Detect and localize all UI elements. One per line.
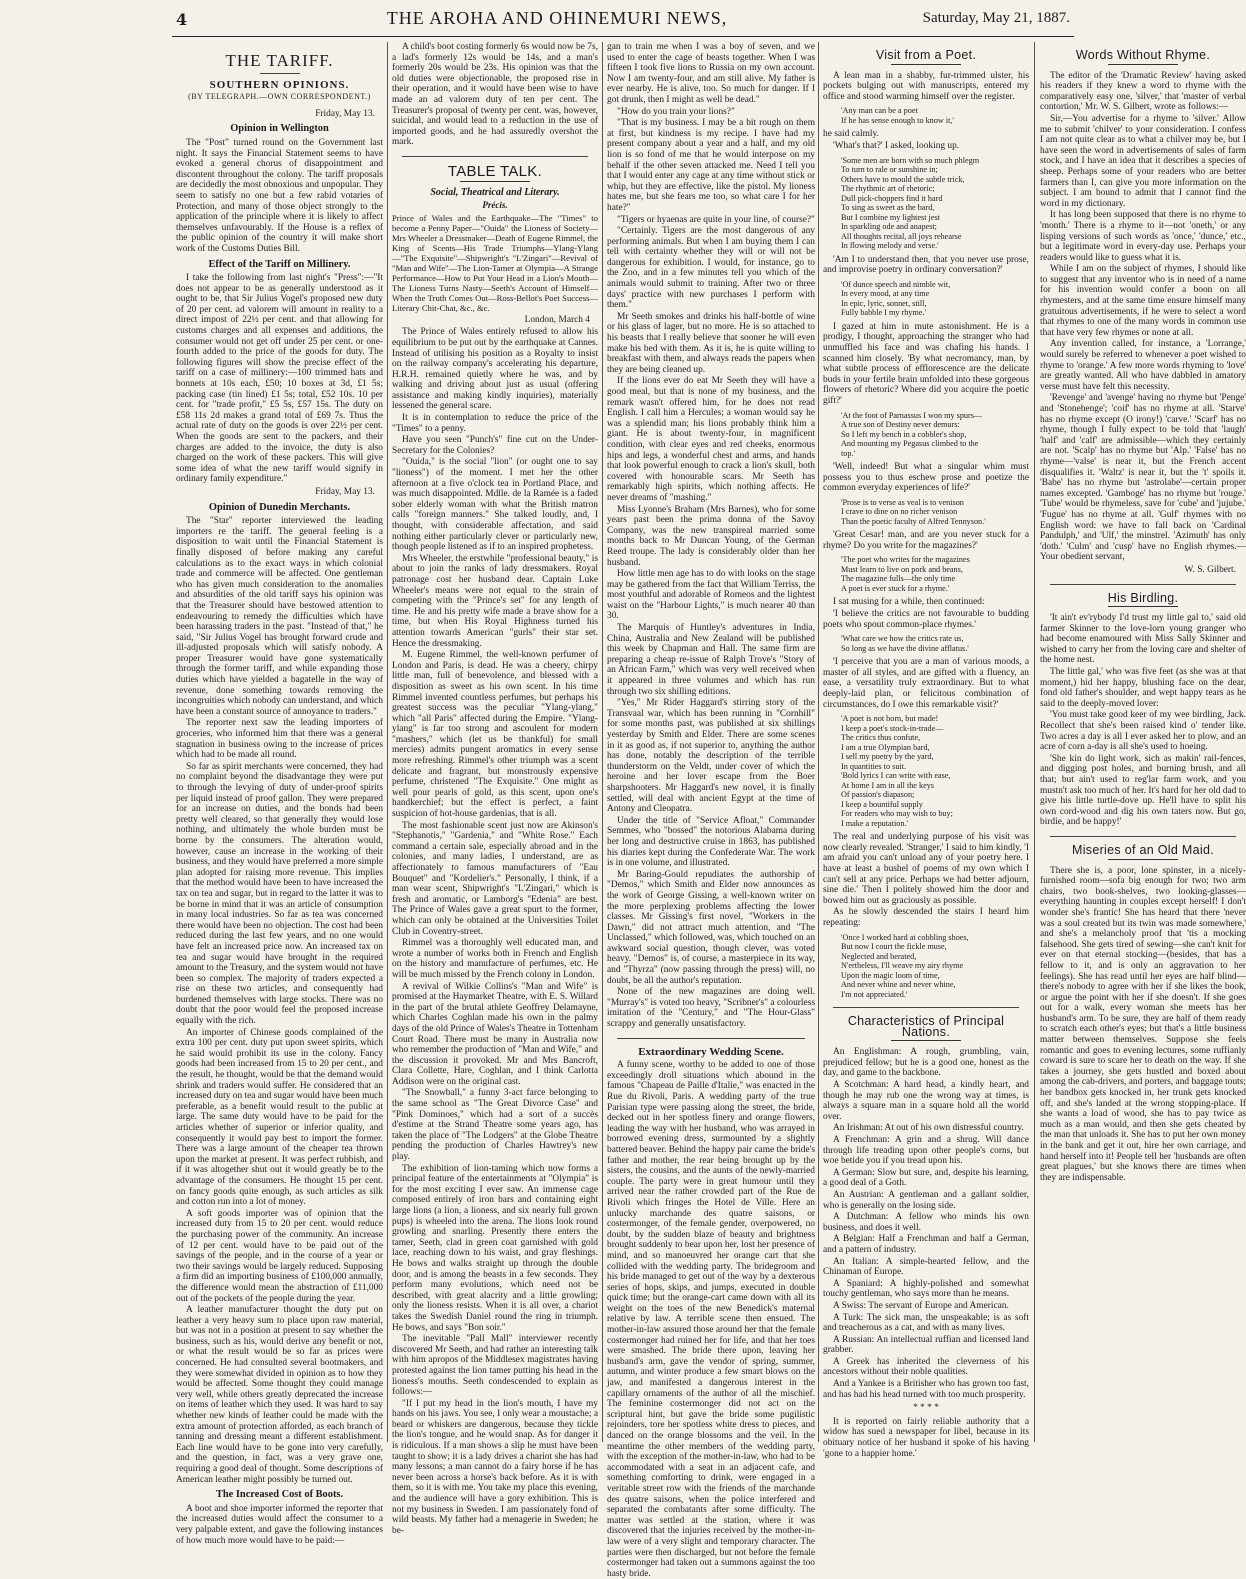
verse-line: 'What care we how the critics rate us, bbox=[841, 634, 964, 644]
column-tariff bbox=[176, 42, 383, 1546]
paragraph: 'Am I to understand then, that you never use prose, and improvise poetry in ordinary conversation?' bbox=[823, 254, 1029, 276]
verse-line: I crave to dine on no richer venison bbox=[841, 507, 958, 517]
verse bbox=[841, 634, 1029, 653]
verse-line: Upon the magic loom of time, bbox=[841, 970, 940, 980]
verse-line: Neglected and berated, bbox=[841, 951, 917, 961]
paragraph: A Belgian: Half a Frenchman and half a German, and a pattern of industry. bbox=[823, 1234, 1029, 1255]
verse-line: In quantities to suit. bbox=[841, 761, 907, 771]
issue-date: Saturday, May 21, 1887. bbox=[922, 10, 1070, 26]
paragraph: A Frenchman: A grin and a shrug. Will dance through life treading upon other people's corns, but woe betide you if you tread upon his. bbox=[823, 1135, 1029, 1167]
verse bbox=[841, 156, 1029, 251]
article-title-text: TABLE TALK. bbox=[447, 162, 543, 180]
title-underline bbox=[460, 181, 530, 182]
verse-line: To sing as sweet as the bard, bbox=[841, 203, 935, 213]
paragraph: An Irishman: At out of his own distressful country. bbox=[833, 1123, 1024, 1134]
verse bbox=[841, 411, 1029, 459]
verse-line: I keep a bountiful supply bbox=[841, 799, 923, 809]
verse-line: I am a true Olympian bard, bbox=[841, 742, 930, 752]
verse-line: In flowing melody and verse.' bbox=[841, 241, 939, 251]
column-visit-from-poet bbox=[823, 42, 1029, 1459]
paragraph: The reporter next saw the leading importers of groceries, who informed him that there was a general stagnation in business owing to the increase of prices which had to be made all round. bbox=[176, 718, 383, 761]
precis-summary: Prince of Wales and the Earthquake—The "Times" to become a Penny Paper—"Ouida" the Lioness of Society—Mrs Wheeler a Dressmaker—Death of Eugene Rimmel, the King of Scents—His Trade Triumphs—Ylang-Ylang—"The Exquisite"—Shipwright's "L'Zingari"—Revival of "Man and Wife"—The Lion-Tamer at Olympia—A Strange Performance—How to Put Your Head in a Lion's Mouth—The Lioness Turns Nasty—Seeth's Account of Himself—When the Truth Comes Out—Ross-Bellot's Poet Success—Literary Chit-Chat, &c., &c. bbox=[392, 212, 598, 313]
paragraph: The little gal,' who was five feet (as she was at that moment,) hid her happy, blushing face on the dear, fond old father's shoulder, and wept happy tears as he said to the deeply-moved lover: bbox=[1040, 667, 1246, 709]
paragraph: I take the following from last night's "Press":—"It does not appear to be as generally understood as it ought to be, that Sir Julius Vogel's proposed new duty of 20 per cent. ad valorem will amount in reality to a direct impost of 22½ per cent. and that allowing for customs charges and all expenses and additions, the consumer would not get off under 25 per cent. or one-fourth added to the price of the goods for duty. The following figures will show the precise effect of the tariff on a case of millinery:—100 trimmed hats and bonnets at 10s each, £50; 10 boxes at 3d, £1 5s; packing case (tin lined) £1 5s; total, £52 10s. 10 per cent. for "trade profit," £5 5s, £57 15s. The duty on £58 11s 2d makes a grand total of £69 7s. Thus the actual rate of duty on the goods is over 22½ per cent. When the goods are sent to the packers, and their charges are added to the invoice, the duty is also charged on the work of these packers. This will give some idea of what the new tariff would signify in ordinary family expenditure." bbox=[176, 273, 383, 485]
paragraph: An importer of Chinese goods complained of the extra 100 per cent. duty put upon sweet spirits, which he said would prohibit its use in the colony. Fancy goods had been increased from 15 to 20 per cent., and the result, he thought, would be that the demand would shrink and traders would suffer. He considered that an increased duty on tea and sugar would have been much preferable, as a benefit would result to the public at large. The same duty would have to be paid for the articles whether of superior or inferior quality, and consequently it would pay best to import the former. There was a large amount of the cheaper tea thrown upon the market at present. It was perfect rubbish, and if it was altogether shut out it would greatly be to the advantage of the consumers. He thought 15 per cent. on fancy goods quite enough, as such articles as silk and cotton run into a lot of money. bbox=[176, 1027, 383, 1208]
page-number: 4 bbox=[176, 10, 188, 29]
title-underline bbox=[891, 1040, 961, 1041]
verse-line: 'Prose is to verse as veal is to venison bbox=[841, 497, 964, 507]
paragraph: Have you seen "Punch's" fine cut on the Under-Secretary for the Colonies? bbox=[392, 435, 598, 456]
masthead-rule bbox=[172, 36, 1074, 37]
paragraph: The Prince of Wales entirely refused to allow his equilibrium to be put out by the earthquake at Cannes. Instead of utilising his position as a Royalty to insist on the railway company's accelerating his departure, H.R.H. remained quietly where he was, and by walking and driving about just as usual (offering assistance and making kindly inquiries), materially lessened the general scare. bbox=[392, 327, 598, 412]
verse-line: 'Bold lyrics I can write with ease, bbox=[841, 771, 951, 781]
paragraph: An Englishman: A rough, grumbling, vain, prejudiced fellow; but he is a good one, honest as the day, and game to the backbone. bbox=[823, 1047, 1029, 1079]
verse-line: 'Some men are born with so much phlegm bbox=[841, 155, 980, 165]
paragraph: "How do you train your lions?" bbox=[617, 106, 735, 117]
section-heading: Effect of the Tariff on Millinery. bbox=[208, 258, 351, 270]
paragraph: he said calmly. bbox=[823, 129, 879, 140]
article-title-text: Visit from a Poet. bbox=[875, 48, 977, 62]
paragraph: A Spaniard: A highly-polished and somewhat touchy gentleman, who says more than he means. bbox=[823, 1278, 1029, 1300]
paragraph: The "Post" turned round on the Government last night. It says the Financial Statement seems to have evoked a general chorus of disappointment and discontent throughout the colony. The tariff proposals are decidedly the most obnoxious and unpopular. They seem to satisfy no one but a few rabid votaries of Protection, and many of those object strongly to the application of the principle where it is likely to affect themselves unfavourably. If the House is a reflex of the public opinion of the country it will make short work of the Customs Duties Bill. bbox=[176, 137, 383, 254]
dateline: London, March 4 bbox=[524, 314, 590, 325]
verse-line: 'Of dunce speech and nimble wit, bbox=[841, 279, 951, 289]
paragraph: A Turk: The sick man, the unspeakable; is as soft and treacherous as a cat, and with as many lives. bbox=[823, 1312, 1029, 1334]
verse-line: The rhythmic art of rhetoric; bbox=[841, 184, 935, 194]
verse-line: Others have to mould the subtle trick, bbox=[841, 174, 965, 184]
verse-line: All thoughts recital, all joys rehearse bbox=[841, 231, 962, 241]
masthead bbox=[0, 0, 1114, 40]
paragraph: An Austrian: A gentleman and a gallant soldier, who is generally on the losing side. bbox=[823, 1189, 1029, 1211]
paragraph: A Greek has inherited the cleverness of his ancestors without their noble qualities. bbox=[823, 1356, 1029, 1378]
page-columns bbox=[0, 42, 1246, 1579]
paragraph: The "Star" reporter interviewed the leading importers re the tariff. The general feeling is a disposition to wait until the Financial Statement is finally disposed of before making any careful calculations as to the exact ways in which colonial trade and commerce will be affected. One gentleman who has given much consideration to the anomalies and absurdities of the old tariff says his opinion was that the Treasurer should have bestowed attention to endeavouring to remedy the difficulties which have been harassing traders in the past. "Instead of that," he said, "Sir Julius Vogel has brought forward crude and ill-adjusted proposals which will satisfy nobody. A proper Treasurer would have gone systematically through the former tariff, and while expanding those duties which have yielded a bagatelle in the way of revenue, done something towards removing the incongruities which nobody can understand, and which have been a constant source of annoyance to traders." bbox=[176, 516, 383, 717]
paragraph: The exhibition of lion-taming which now forms a principal feature of the entertainments at "Olympia" is for the most exciting I ever saw. An immense cage composed entirely of iron bars and containing eight large lions (a lion, a lioness, and six nearly full grown pups) is wheeled into the arena. The lions look round growling and snarling. Presently there enters the tamer, Seeth, clad in green coat garnished with gold lace, reaching down to his waist, and gray fleshings. He bows and walks straight up through the double door, and is among the beasts in a few seconds. They perform many evolutions, which need not be described, with great alacrity and a little growling; only the lioness resists. When it is all over, a chariot takes the Swedish Daniel round the ring in triumph. He bows, and says "Bon soir." bbox=[392, 1163, 598, 1333]
paragraph: Mrs Wheeler, the erstwhile "professional beauty," is about to join the ranks of lady dressmakers. Royal patronage cost her husband dear. Captain Luke Wheeler's means were not equal to the strain of competing with the "Prince's set" for any length of time. He and his pretty wife made a brave show for a time, but when His Royal Highness turned his attention towards American "gurls" their star set. Hence the dressmaking. bbox=[392, 553, 598, 649]
verse-line: At home I am in all the keys bbox=[841, 780, 934, 790]
paragraph: 'It ain't ev'rybody I'd trust my little gal to,' said old farmer Skinner to the love-lorn young granger who had become enamoured with Miss Sally Skinner and wished to carry her from the loving care and shelter of the home nest. bbox=[1040, 613, 1246, 666]
section-heading: Extraordinary Wedding Scene. bbox=[638, 1045, 784, 1058]
verse bbox=[841, 280, 1029, 318]
article-title-text: Words Without Rhyme. bbox=[1075, 48, 1211, 62]
paragraph: 'What's that?' I asked, looking up. bbox=[833, 140, 960, 151]
paragraph: There she is, a poor, lone spinster, in a nicely-furnished room—sofa big enough for two; two arm chairs, two book-shelves, two looking-glasses—everything haunting in couples except herself! I don't wonder she's frantic! She has heard that there 'never was a soul created but its twin was made somewhere,' and she's a melancholy proof that 'tis a mocking falsehood. She gets tired of sewing—she can't knit for ever on that eternal stocking—(besides, that has a fellow to it, and is only an aggravation to her feelings). She has read until her eyes are half blind—there's nobody to agree with her if she likes the book, or argue the point with her if she doesn't. If she goes out for a walk, every woman she meets has her husband's arm. To be sure, they are half of them ready to scratch each other's eyes; but that's a little business matter between themselves. Suppose she feels romantic and goes to evening lectures, some ruffianly coward is sure to scare her to death on the way. If she takes a journey, she gets hustled and boxed about among the cab-drivers, and porters, and baggage touts; her bandbox gets knocked in, her trunk gets knocked off, and she's landed at the wrong stopping-place. If she wants a load of wood, she has to pay twice as much as a man would, and then she gets cheated by the man that unloads it. She has to put her own money in the bank and get it out, hire her own carriage, and hand herself into it! People tell her 'husbands are often great plagues,' but she knows there are times when they are indispensable. bbox=[1040, 865, 1246, 1183]
verse bbox=[841, 498, 1029, 527]
paragraph: A boot and shoe importer informed the reporter that the increased duties would affect the consumer to a very palpable extent, and gave the following instances of how much more would have to be paid:— bbox=[176, 1503, 383, 1546]
dateline: Friday, May 13. bbox=[315, 486, 375, 497]
paragraph: 'Great Cesar! man, and are you never stuck for a rhyme? Do you write for the magazines?' bbox=[823, 530, 1029, 551]
paragraph: "The Snowball," a funny 3-act farce belonging to the same school as "The Great Divorce Case" and "Pink Dominoes," which had a sort of a succès d'estime at the Strand Theatre some years ago, has taken the place of "The Lodgers" at the Globe Theatre pending the production of Charles Hawtrey's new play. bbox=[392, 1088, 598, 1163]
article-title bbox=[392, 162, 598, 182]
paragraph: A soft goods importer was of opinion that the increased duty from 15 to 20 per cent. would reduce the purchasing power of the community. An increase of 12 per cent. would have to be paid out of the savings of the people, and in the course of a year or two their savings would be largely reduced. Supposing a firm did an importing business of £100,000 annually, the difference would mean the abstraction of £11,000 out of the pockets of the people during the year. bbox=[176, 1208, 383, 1304]
paragraph: Mr Seeth smokes and drinks his half-bottle of wine or his glass of lager, but no more. He is so attached to his beasts that I really believe that sooner he will even make his bed with them. As it is, he is quite willing to breakfast with them, and always reads the papers when they are being cleaned up. bbox=[607, 311, 815, 375]
paragraph: A child's boot costing formerly 6s would now be 7s, a lad's formerly 12s would be 14s, and a man's formerly 20s would be 23s. His opinion was that the old duties were objectionable, the proposed rise in their operation, and it would have been wise to have made an ad valorem duty of ten per cent. The Treasurer's proposal of twenty per cent. was, however, suicidal, and would lead to a reduction in the use of imported goods, and he had assuredly overshot the mark. bbox=[392, 42, 598, 148]
paragraph: A leather manufacturer thought the duty put on leather a very heavy sum to place upon raw material, but was not in a position at present to say whether the business, such as his, would derive any benefit or not, or what the result would be so far as prices were concerned. He had consulted several bootmakers, and they were somewhat divided in opinion as to how they would be affected. Some thought they could manage very well, while others greatly deprecated the increase on items of leather which they used. It was hard to say whether new kinds of leather could be made with the extra amount of protection afforded, as each branch of tanning and dressing meant a different establishment. Each line would have to be gone into very carefully, and the question, in fact, was a very grave one, requiring a good deal of thought. Some descriptions of American leather might possibly be turned out. bbox=[176, 1305, 383, 1485]
dateline: Friday, May 13. bbox=[315, 108, 375, 119]
paragraph: None of the new magazines are doing well. "Murray's" is voted too heavy, "Scribner's" a colourless imitation of the "Century," and "The Hour-Glass" scrappy and generally unsatisfactory. bbox=[607, 987, 815, 1030]
article-title bbox=[823, 1016, 1029, 1041]
verse-line: Than the poetic faculty of Alfred Tennyson.' bbox=[841, 516, 986, 526]
verse bbox=[841, 106, 1029, 125]
verse-line: And mounting my Pegasus climbed to the bbox=[841, 439, 979, 448]
paragraph: "Tigers or hyaenas are quite in your line, of course?" bbox=[617, 214, 815, 225]
paragraph: If the lions ever do eat Mr Seeth they will have a good meal, but that is none of my business, and the remark wasn't offered him, for he does not read English. I call him a Hercules; a woman would say he was a splendid man; his lions probably think him a giant. He is about twenty-four, in magnificent condition, with clear eyes and red cheeks, enormous hips and legs, a wonderful chest and arms, and hands that look powerful enough to crack a lion's skull, both covered with honourable scars. Mr Seeth has remarkably high spirits, which nothing affects. He never dreams of "mashing." bbox=[607, 376, 815, 503]
ornament-rule bbox=[260, 73, 300, 74]
divider-rule bbox=[833, 1007, 1018, 1008]
verse bbox=[841, 933, 1029, 1000]
article-subtitle: Social, Theatrical and Literary. bbox=[430, 186, 560, 198]
paragraph: A German: Slow but sure, and, despite his learning, a good deal of a Goth. bbox=[823, 1167, 1029, 1189]
article-title-text: Characteristics of Principal Nations. bbox=[847, 1014, 1005, 1039]
verse-line: I make a reputation.' bbox=[841, 818, 908, 828]
divider-rule bbox=[1050, 584, 1235, 585]
paragraph: It is reported on fairly reliable authority that a widow has sued a newspaper for libel, because in its obituary notice of her husband it spoke of his having 'gone to a happier home.' bbox=[823, 1416, 1029, 1459]
verse-line: Of passion's diapason; bbox=[841, 790, 915, 800]
verse-line: So long as we have the divine afflatus.' bbox=[841, 643, 969, 653]
verse-line: I sell my poetry by the yard, bbox=[841, 752, 934, 762]
article-title bbox=[1040, 590, 1246, 608]
paragraph: "If I put my head in the lion's mouth, I have my hands on his jaws. You see, I only wear a moustache; a beard or whiskers are dangerous, because they tickle the lion's tongue, and he would snap. As for danger it is ridiculous. If a man shows a slip he must have been taught to show; it is a lady drives a chariot she has had many lessons; a man cannot do a fairy horse if he has never been across a horse's back before. As it is with them, so it is with me. You take my place this evening, and the audience will have a gory exhibition. This is not my business in Sweden. I am passionately fond of wild beasts. My father had a menagerie in Sweden; he be- bbox=[392, 1398, 598, 1536]
paragraph: Under the title of "Service Afloat," Commander Semmes, who "bossed" the notorious Alabama during her long and destructive cruise in 1863, has published his diaries kept during the Confederate War. The work is in one volume, and illustrated. bbox=[607, 815, 815, 869]
paragraph: 'Revenge' and 'avenge' having no rhyme but 'Penge' and 'Stonehenge'; 'coif' has no rhyme at all. 'Starve' has no rhyme except (O irony!) 'carve.' 'Scarf' has no rhyme, though I fully expect to be told that 'laugh' 'half' and 'calf' are admissible—which they certainly are not. 'Scalp' has no rhyme but 'Alp.' 'False' has no rhyme—'valse' is near it, but the French accent disqualifies it. 'Waltz' is near it, but the 't' spoils it. 'Babe' has no rhyme but 'astrolabe'—certain proper names excepted. 'Gamboge' has no rhyme but 'rouge.' 'Tube' would be rhymeless, save for 'cube' and 'jujube.' 'Fugue' has no rhyme at all. 'Gulf' rhymes with no English word: we have to fall back on 'Cardinal Pandulph,' and 'Ulf,' the minstrel. 'Azimuth' has only 'doth.' 'Culm' and 'cusp' have no English rhymes.—Your obedient servant, bbox=[1040, 393, 1246, 563]
section-heading: Opinion of Dunedin Merchants. bbox=[208, 501, 351, 513]
verse-line: In epic, lyric, sonnet, still, bbox=[841, 298, 927, 308]
paragraph: The real and underlying purpose of his visit was now clearly revealed. 'Stranger,' I said to him kindly, 'I am afraid you can't unload any of your poetry here. I have at least a bushel of poems of my own which I can't sell at any price. Perhaps we had better adjourn, sine die.' Then I politely showed him the door and bowed him out as graciously as possible. bbox=[823, 832, 1029, 906]
verse-line: Dull pick-choppers find it hard bbox=[841, 193, 943, 203]
verse-line: But now I court the fickle muse, bbox=[841, 942, 947, 952]
verse-line: 'Any man can be a poet bbox=[841, 106, 918, 116]
paragraph: A funny scene, worthy to be added to one of those exceedingly droll situations which abound in the famous "Chapeau de Paille d'Italie," was enacted in the Rue du Rivoli, Paris. A wedding party of the true Parisian type were passing along the street, the bride, decked out in her spotless finery and orange flowers, leading the way with her husband, who was arrayed in borrowed evening dress, surmounted by a slightly battered beaver. Behind the happy pair came the bride's father and mother, the rear being brought up by the sisters, the cousins, and the aunts of the newly-married couple. The party were in great humour until they arrived near the rather crowded part of the Rue de Rivoli which fringes the Hotel de Ville. Here an unlucky marchande des quatre saisons, or costermonger, of the female gender, overpowered, no doubt, by the sudden blaze of beauty and brightness brought suddenly to bear upon her, lost her presence of mind, and so manoeuvred her orange cart that she collided with the wedding party. The bridegroom and his bride managed to get out of the way by a dexterous series of hops, skips, and jumps, executed in double quick time; but the orange-cart came down with all its weight on the toes of the new Benedick's maternal relative by law. A terrible scene then ensued. The mother-in-law assured those around her that the female costermonger had ruined her for life, and that her toes were smashed. The bride there upon, leaving her husband's arm, gave the vendor of spring, summer, autumn, and winter produce a few smart blows on the jaw, and manifested a dangerous interest in the capillary ornaments of the author of all the mischief. The feminine costermonger did not act on the scriptural hint, but gave the bride some pugilistic rejoinders, tore her spotless white dress to pieces, and danced on the orange blossoms and the veil. In the meantime the other members of the wedding party, with the exception of the mother-in-law, who had to be accommodated with a seat in an adjacent cafe, and something comforting to drink, were engaged in a veritable street row with the friends of the marchande des quatre saisons, when the police interfered and separated the combatants after some difficulty. The matter was settled at the station, where it was discovered that the injuries received by the mother-in-law were of a very slight and temporary character. The parties were then discharged, but not before the female costermonger had taken out a summons against the too hasty bride. bbox=[607, 1060, 815, 1579]
verse-line: I keep a poet's stock-in-trade— bbox=[841, 723, 944, 733]
paper-title: THE AROHA AND OHINEMURI NEWS, bbox=[386, 8, 728, 28]
paragraph: M. Eugene Rimmel, the well-known perfumer of London and Paris, is dead. He was a cheery, chirpy little man, full of benevolence, and blessed with a disposition as sweet as his own scent. In his time Rimmel invented countless perfumes, but perhaps his greatest success was the peculiar "Ylang-ylang," which "all Paris" affected during the Empire. "Ylang-ylang" is far too strong and ascoulent for modern "mashers," which (let us be thankful) for small mercies) admits pungent aromatics in every sense more refreshing. Rimmel's other triumph was a scent delicate and fragrant, but monstrously expensive perfume, christened "The Exquisite." One might as well pour pearls of gold, as this scent, upon one's handkerchief; but the effect is perfect, a faint suspicion of hot-house gardenias, that is all. bbox=[392, 650, 598, 820]
paragraph: A Swiss: The servant of Europe and American. bbox=[833, 1300, 1009, 1311]
divider-rule bbox=[1050, 836, 1235, 837]
verse bbox=[841, 714, 1029, 828]
verse-line: If he has sense enough to know it,' bbox=[841, 115, 954, 125]
signature: W. S. Gilbert. bbox=[1184, 564, 1236, 575]
verse bbox=[841, 555, 1029, 593]
paragraph: So far as spirit merchants were concerned, they had no complaint beyond the disadvantage they were put to through the levying of duty of under-proof spirits per liquid instead of proof gallon. They were prepared for an increase on duties, and the bonds had been pretty well cleared, so that generally they would lose nothing, and ultimately the whole burden must be borne by the consumers. The alteration would, however, cause an increase in the working of their business, and they would have preferred a more simple plan adopted for raising more revenue. This implies that the method would have been to have increased the tax on tea and sugar, but in regard to the latter it was to be borne in mind that it was an article of consumption in many local industries. So far as tea was concerned there would have been no objection. The cost had been reduced during the last few years, and no one would have felt an increased price now. An increased tax on tea and sugar would have brought in the required amount to the Treasury, and the system would not have been so complex. The majority of traders expected a rise on these two articles, and consequently had burdened themselves with large stocks. There was no doubt that the poor would feel the proposed increase equally with the rich. bbox=[176, 761, 383, 1027]
article-title bbox=[1040, 50, 1246, 65]
article-title-text: His Birdling. bbox=[1107, 590, 1179, 605]
verse-line: So I left my bench in a cobbler's shop, bbox=[841, 429, 967, 439]
verse-line: For readers who may wish to buy; bbox=[841, 809, 953, 819]
article-title: THE TARIFF. bbox=[225, 51, 334, 70]
paragraph: A Scotchman: A hard head, a kindly heart, and though he may rub one the wrong way at times, is always a square man in a square hold all the world over. bbox=[823, 1080, 1029, 1122]
verse-line: N'ertheless, I'll weave my airy rhyme bbox=[841, 961, 964, 971]
article-subtitle: SOUTHERN OPINIONS. bbox=[209, 78, 350, 91]
paragraph: "Ouida," is the social "lion" (or ought one to say "lioness") of the moment. I met her the other afternoon at a five o'clock tea in Portland Place, and was much disappointed. Mdlle. de la Ramée is a faded sober elderly woman with what the British matron calls "foreign manners." She talked loudly, and, I thought, with considerable affectation, and said nothing either particularly clever or particularly new, though people listened as if to an inspired prophetess. bbox=[392, 457, 598, 553]
paragraph: Any invention called, for instance, a 'Lorrange,' would surely be referred to whenever a poet wished to rhyme to 'orange.' A few more words rhyming to 'love' are greatly wanted. All who have dabbled in amatory verse must have felt this necessity. bbox=[1040, 339, 1246, 392]
paragraph: And a Yankee is a Britisher who has grown too fast, and has had his head turned with too much prosperity. bbox=[823, 1379, 1029, 1400]
title-underline bbox=[1108, 606, 1178, 607]
verse-line: The magazine fulls—the only time bbox=[841, 574, 956, 584]
divider-rule bbox=[402, 156, 587, 157]
paragraph: Rimmel was a thoroughly well educated man, and wrote a number of works both in French and English on the history and manufacture of perfumes, etc. He will be much missed by the French colony in London. bbox=[392, 938, 598, 980]
paragraph: "That is my business. I may be a bit rough on them at first, but kindness is my recipe. I have had my present company about a year and a half, and my old lion is so fond of me that he would interpose on my behalf if the other seven attacked me. Need I tell you that I would enter any cage at any time without stick or whip, but they are effective, like the pistol. My lioness hates me, but she fears me too, so what care I for her hate?" bbox=[607, 118, 815, 213]
title-underline bbox=[1108, 64, 1178, 65]
article-byline: (BY TELEGRAPH.—OWN CORRESPONDENT.) bbox=[188, 92, 371, 102]
verse-line: 'At the foot of Parnassus I won my spurs— bbox=[841, 410, 983, 420]
paragraph: A revival of Wilkie Collins's "Man and Wife" is promised at the Haymarket Theatre, with E. S. Willard in the part of the brutal athlete Geoffrey Delamayne, which Charles Coghlan made his own in the palmy days of the old Prince of Wales's Theatre in Tottenham Court Road. There must be many in Australia now who remember the production of "Man and Wife," and the discussion it provoked. Mr and Mrs Bancroft, Clara Collette, Hare, Coghlan, and I think Carlotta Addison were on the original cast. bbox=[392, 981, 598, 1087]
paragraph: A Dutchman: A fellow who minds his own business, and does it well. bbox=[823, 1212, 1029, 1233]
verse-line: 'The poet who writes for the magazines bbox=[841, 555, 970, 565]
verse-line: In sparkling ode and anapest; bbox=[841, 222, 937, 232]
paragraph: gan to train me when I was a boy of seven, and we used to enter the cage of beasts together. When I was fifteen I took five lions to Russia on my own account. Now I am twenty-four, and am still alive. My father is ever nearby. He is alive, too. So much for danger. If I got drunk, then I might as well be dead." bbox=[607, 42, 815, 105]
paragraph: Sir,—You advertise for a rhyme to 'silver.' Allow me to submit 'chilver' to your consideration. I confess I am not quite clear as to what a chilver may be, but I have seen the word in advertisements of sales of farm stock, and I have an idea that it describes a species of sheep. Perhaps some of your readers who are better farmers than I, can give you more information on the subject. I am bound to admit that I cannot find the word in my dictionary. bbox=[1040, 113, 1246, 209]
verse-line: 'A poet is not born, but made! bbox=[841, 714, 939, 724]
verse-line: In every mood, at any time bbox=[841, 289, 930, 299]
divider-rule bbox=[617, 1038, 804, 1039]
paragraph: 'I believe the critics are not favourable to budding poets who spout common-place rhymes.' bbox=[823, 609, 1029, 630]
paragraph: 'She kin do light work, sich as makin' rail-fences, and digging post holes, and burning brush, and all that; but ain't used to reg'lar farm work, and you mustn't ask too much of her. It's hard for her old dad to give his little turtle-dove up. He'll have to split his own cord-wood and dig his own taters now. But go, birdie, and be happy!' bbox=[1040, 753, 1246, 828]
paragraph: 'Well, indeed! But what a singular whim must possess you to thus eschew prose and poetize the common everyday experiences of life?' bbox=[823, 462, 1029, 494]
paragraph: Mr Baring-Gould repudiates the authorship of "Demos," which Smith and Elder now announces as the work of George Gissing, a well-known writer on the more perplexing problems affecting the lower classes. Mr Gissing's first novel, "Workers in the Dawn," did not attract much attention, and "The Unclassed," which followed, was, which touched on an awkward social question, though clever, was voted heavy. "Demos" is, of course, a masterpiece in its way, and "Thyrza" (now passing through the press) will, no doubt, be all the author's reputation. bbox=[607, 869, 815, 986]
verse-line: But I combine my lightest jest bbox=[841, 212, 940, 222]
verse-line: 'Once I worked hard at cobbling shoes, bbox=[841, 932, 969, 942]
paragraph: "Yes," Mr Rider Haggard's stirring story of the Transvaal war, which has been running in "Cornhill" for some months past, was published at six shillings yesterday by Smith and Elder. There are some scenes in it as good as, if not superior to, anything the author has done, notably the description of the terrible thunderstorm on the Veldt, under cover of which the heroine and her lover escape from the Boer sharpshooters. Mr Haggard's new novel, it is finally settled, will deal with ancient Egypt at the time of Antony and Cleopatra. bbox=[607, 698, 815, 815]
asterism: * * * * bbox=[913, 1403, 939, 1414]
verse-line: And never whine and never whine, bbox=[841, 980, 956, 990]
paragraph: A Russian: An intellectual ruffian and licensed land grabber. bbox=[823, 1334, 1029, 1356]
paragraph: I sat musing for a while, then continued: bbox=[833, 597, 985, 608]
paragraph: How little men age has to do with looks on the stage may be gathered from the fact that William Terriss, the most youthful and adorable of Romeos and the lightest waist on the "Harbour Lights," is much nearer 40 than 30. bbox=[607, 569, 815, 622]
section-heading: Opinion in Wellington bbox=[230, 123, 329, 135]
paragraph: The most fashionable scent just now are Akinson's "Stephanotis," "Gardenia," and "White Rose." Each command a certain sale, especially abroad and in the colonies, and many ladies, I understand, are as affectionately to famous manufacturers of "Eau Bouquet" and "Kordelier's." Personally, I think, if a man wear scent, Shipwright's "L'Zingari," which is fresh and aromatic, or Lamborg's "Edenia" are best. The Prince of Wales gave a great spurt to the former, which can only be obtained at the Universities Toilet Club in Coventry-street. bbox=[392, 820, 598, 937]
verse-line: A poet is ever stuck for a rhyme.' bbox=[841, 583, 950, 593]
paragraph: 'I perceive that you are a man of various moods, a master of all styles, and are gifted with a fluency, an ease, a versatility truly extraordinary. But to what deeply-laid plan, or felicitous combination of circumstances, do I owe this remarkable visit?' bbox=[823, 657, 1029, 710]
paragraph: It has long been supposed that there is no rhyme to 'month.' There is a rhyme to it—not 'oneth,' or any lisping versions of such words as 'once,' 'dunce,' etc., but a legitimate word in every-day use. Perhaps your readers would like to guess what it is. bbox=[1040, 210, 1246, 263]
article-title bbox=[823, 50, 1029, 65]
verse-line: Must learn to live on pork and beans, bbox=[841, 564, 963, 574]
title-underline bbox=[891, 64, 961, 65]
paragraph: Miss Lyonne's Braham (Mrs Barnes), who for some years past been the prima donna of the Savoy Company, was the new transpireal married some months back to Mr Duncan Young, of the German Reed troupe. The lady is considerably older than her husband. bbox=[607, 504, 815, 568]
paragraph: I gazed at him in mute astonishment. He is a prodigy, I thought, approaching the stranger who had unmuffled his face and was chafing his hands. I scanned him closely. 'By what necromancy, man, by what subtle process of efflorescence are the delicate buds in your fertile brain unfolded into these gorgeous flowers of rhetoric? Where did you acquire the poetic gift?' bbox=[823, 321, 1029, 406]
article-title-text: Miseries of an Old Maid. bbox=[1072, 842, 1214, 857]
paragraph: While I am on the subject of rhymes, I should like to suggest that any inventor who is in need of a name for his invention would confer a boon on all rhymesters, and at the same time ensure himself many gratuitous advertisements, if he were to select a word that rhymes to one of the many words in common use that have very few rhymes or none at all. bbox=[1040, 264, 1246, 338]
precis-label: Précis. bbox=[482, 200, 508, 211]
paragraph: 'You must take good keer of my wee birdling, Jack. Recollect that she's been raised kind o' tender like. Two acres a day is all I ever asked her to plow, and an acre of corn a-day is all she's used to hoeing. bbox=[1040, 710, 1246, 753]
paragraph: The Marquis of Huntley's adventures in India, China, Australia and New Zealand will be published this week by Chapman and Hall. The same firm are preparing a cheap re-issue of Ralph Trove's "Story of an African Farm," which was very well received when it appeared in three volumes and which has run through two six shilling editions. bbox=[607, 623, 815, 697]
section-heading: The Increased Cost of Boots. bbox=[215, 1489, 344, 1501]
verse-line: Fully babble I my rhyme.' bbox=[841, 308, 926, 318]
article-title bbox=[1040, 842, 1246, 860]
paragraph: It is in contemplation to reduce the price of the "Times" to a penny. bbox=[392, 413, 598, 434]
column-table-talk-continued bbox=[607, 42, 815, 1579]
paragraph: As he slowly descended the stairs I heard him repeating: bbox=[823, 907, 1029, 928]
paragraph: "Certainly. Tigers are the most dangerous of any performing animals. But when I am buying them I can tell with certainty whether they will or will not be dangerous for exhibition. I would, for instance, go to the Zoo, and in a few minutes tell you which of the animals would submit to training. After two or three days' practice with new purchases I perform with them." bbox=[607, 226, 815, 311]
verse-line: top.' bbox=[841, 448, 855, 458]
column-table-talk bbox=[392, 42, 598, 1536]
verse-line: The critics thus confute, bbox=[841, 733, 921, 743]
verse-line: A true son of Destiny never demurs: bbox=[841, 420, 960, 429]
verse-line: To turn to rale or sunshine in; bbox=[841, 165, 938, 175]
paragraph: The inevitable "Pall Mall" interviewer recently discovered Mr Seeth, and had rather an interesting talk with him apropos of the Middlesex magistrates having protested against the lion tamer putting his head in the lioness's mouths. Seeth condescended to explain as follows:— bbox=[392, 1334, 598, 1398]
title-underline bbox=[1108, 859, 1178, 860]
column-words-without-rhyme bbox=[1040, 42, 1246, 1442]
paragraph: An Italian: A simple-hearted fellow, and the Chinaman of Europe. bbox=[823, 1256, 1029, 1278]
verse-line: I'm not appreciated.' bbox=[841, 989, 908, 999]
paragraph: The editor of the 'Dramatic Review' having asked his readers if they knew a word to rhyme with the comparatively easy one, 'silver,' that 'master of verbal contortion,' Mr. W. S. Gilbert, wrote as follows:— bbox=[1040, 70, 1246, 113]
paragraph: A lean man in a shabby, fur-trimmed ulster, his pockets bulging out with manuscripts, entered my office and stood warming himself over the register. bbox=[823, 70, 1029, 102]
